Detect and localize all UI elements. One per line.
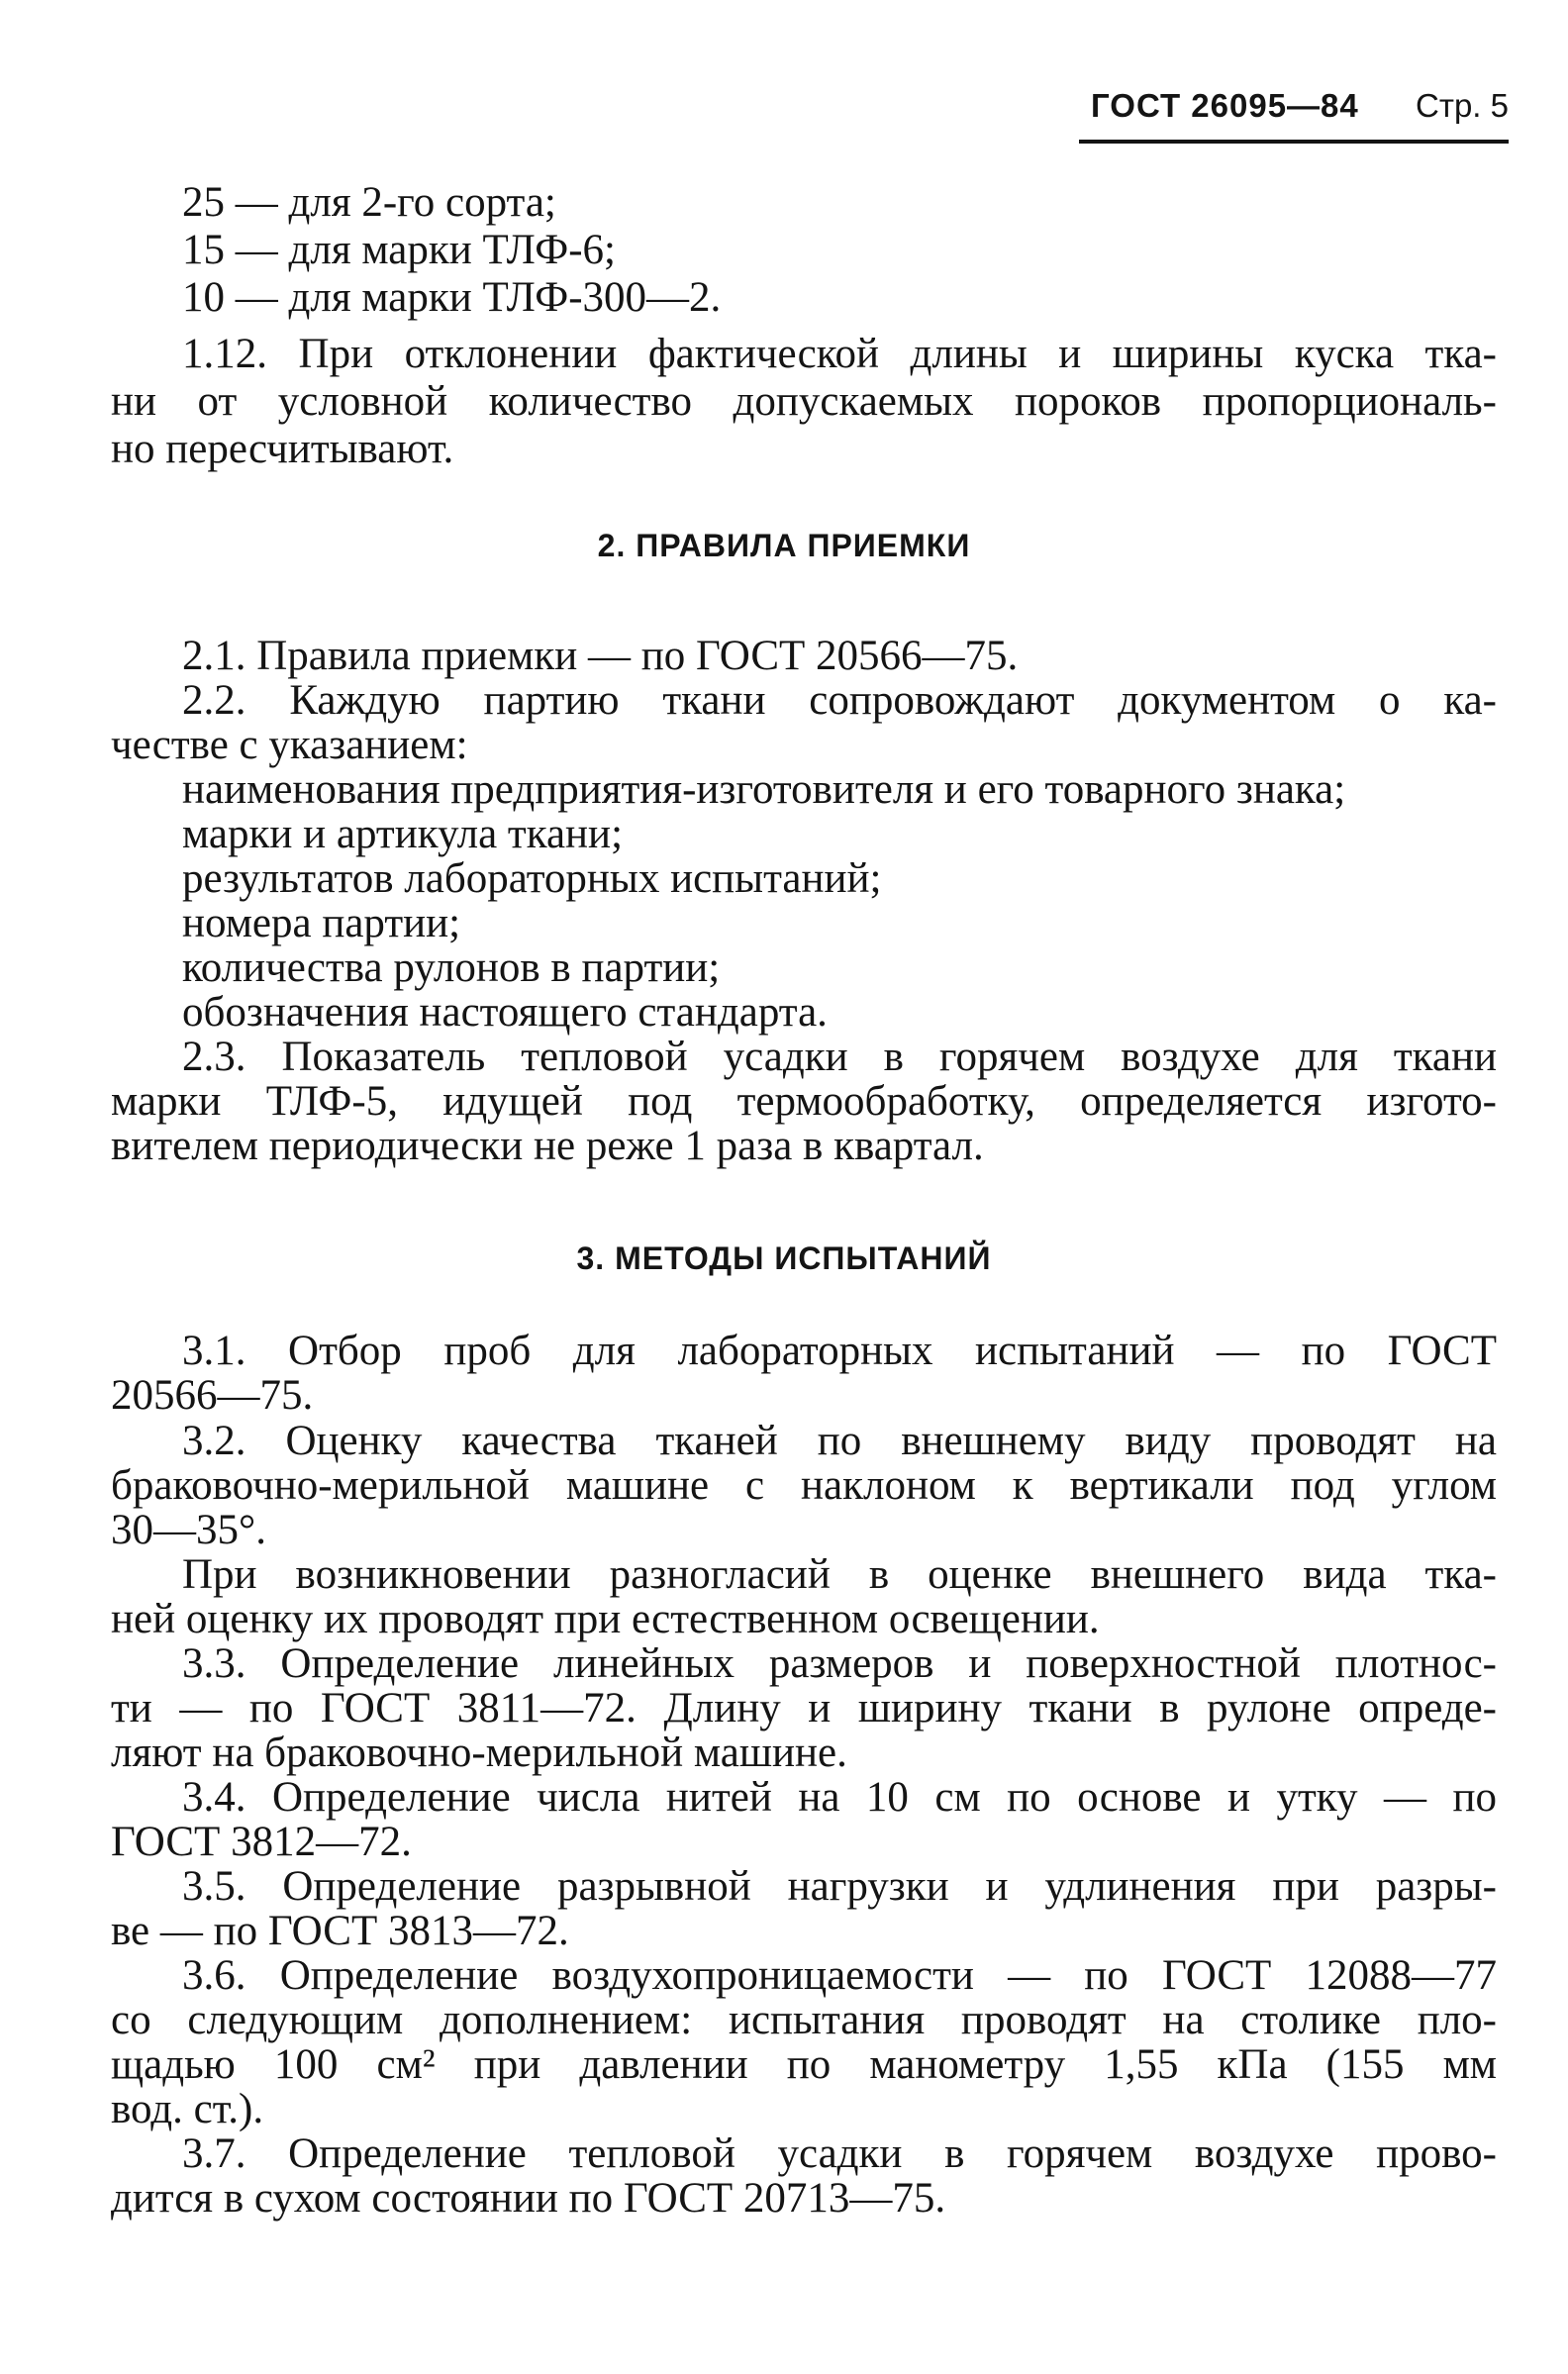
section-3-title: 3. МЕТОДЫ ИСПЫТАНИЙ	[576, 1240, 992, 1276]
page-number: Стр. 5	[1416, 87, 1509, 124]
paragraph-3-2-line: 3.2. Оценку качества тканей по внешнему виду проводят на	[182, 1419, 1497, 1464]
paragraph-3-2-line: 30—35°.	[111, 1508, 266, 1553]
page-header	[1079, 79, 1509, 148]
paragraph-2-3-line: 2.3. Показатель тепловой усадки в горячем воздухе для ткани	[182, 1035, 1497, 1080]
list-item: номера партии;	[182, 901, 461, 946]
paragraph-2-1: 2.1. Правила приемки — по ГОСТ 20566—75.	[182, 634, 1019, 679]
paragraph-2-3-line: вителем периодически не реже 1 раза в квартал.	[111, 1124, 984, 1169]
list-item: количества рулонов в партии;	[182, 945, 721, 991]
paragraph-3-2b-line: ней оценку их проводят при естественном освещении.	[111, 1597, 1100, 1642]
paragraph-3-1-line: 3.1. Отбор проб для лабораторных испытаний — по ГОСТ	[182, 1329, 1497, 1374]
paragraph-3-2-line: браковочно-мерильной машине с наклоном к вертикали под углом	[111, 1463, 1497, 1509]
paragraph-3-6-line: щадью 100 см² при давлении по манометру 1,55 кПа (155 мм	[111, 2042, 1497, 2088]
paragraph-3-6-line: со следующим дополнением: испытания проводят на столике пло-	[111, 1998, 1497, 2043]
list-item: 15 — для марки ТЛФ-6;	[182, 228, 616, 273]
section-2-title: 2. ПРАВИЛА ПРИЕМКИ	[597, 528, 971, 563]
paragraph-3-4-line: 3.4. Определение числа нитей на 10 см по основе и утку — по	[182, 1775, 1497, 1821]
paragraph-3-3-line: ляют на браковочно-мерильной машине.	[111, 1731, 847, 1776]
paragraph-2-2-line: 2.2. Каждую партию ткани сопровождают документом о ка-	[182, 678, 1497, 724]
paragraph-3-6-line: вод. ст.).	[111, 2087, 264, 2132]
list-item: 10 — для марки ТЛФ-300—2.	[182, 275, 722, 321]
list-item: результатов лабораторных испытаний;	[182, 856, 882, 902]
paragraph-2-2-line: честве с указанием:	[111, 723, 468, 768]
paragraph-3-5-line: ве — по ГОСТ 3813—72.	[111, 1909, 569, 1954]
header-rule	[1079, 140, 1509, 144]
list-item: марки и артикула ткани;	[182, 812, 624, 857]
paragraph-1-12-line: 1.12. При отклонении фактической длины и ширины куска тка-	[182, 332, 1497, 377]
standard-code: ГОСТ 26095—84	[1091, 87, 1359, 124]
list-item: наименования предприятия-изготовителя и его товарного знака;	[182, 767, 1346, 813]
paragraph-3-7-line: 3.7. Определение тепловой усадки в горячем воздухе прово-	[182, 2131, 1497, 2177]
paragraph-3-6-line: 3.6. Определение воздухопроницаемости — по ГОСТ 12088—77	[182, 1953, 1497, 1999]
paragraph-2-3-line: марки ТЛФ-5, идущей под термообработку, определяется изгото-	[111, 1079, 1497, 1125]
paragraph-3-2b-line: При возникновении разногласий в оценке внешнего вида тка-	[182, 1552, 1497, 1598]
paragraph-1-12-line: ни от условной количество допускаемых пороков пропорциональ-	[111, 379, 1497, 425]
paragraph-3-3-line: ти — по ГОСТ 3811—72. Длину и ширину ткани в рулоне опреде-	[111, 1686, 1497, 1731]
paragraph-3-5-line: 3.5. Определение разрывной нагрузки и удлинения при разры-	[182, 1864, 1497, 1910]
list-item: 25 — для 2-го сорта;	[182, 180, 556, 226]
paragraph-3-3-line: 3.3. Определение линейных размеров и поверхностной плотнос-	[182, 1641, 1497, 1687]
paragraph-1-12-line: но пересчитывают.	[111, 427, 454, 472]
paragraph-3-4-line: ГОСТ 3812—72.	[111, 1820, 412, 1865]
list-item: обозначения настоящего стандарта.	[182, 990, 828, 1036]
paragraph-3-7-line: дится в сухом состоянии по ГОСТ 20713—75.	[111, 2176, 946, 2222]
paragraph-3-1-line: 20566—75.	[111, 1373, 314, 1419]
